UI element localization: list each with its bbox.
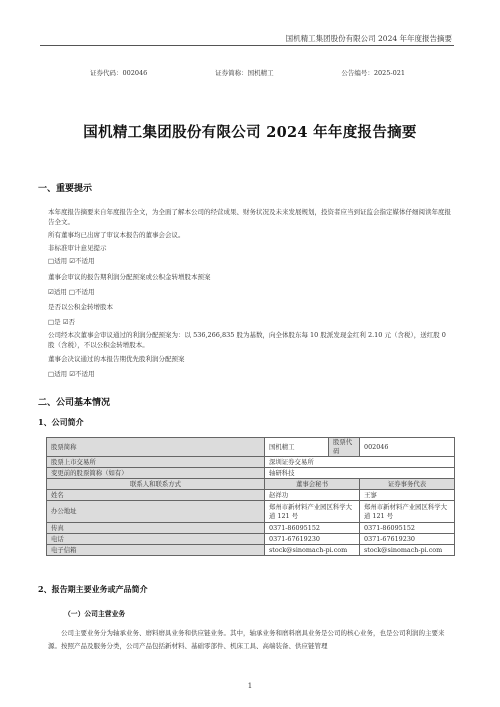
secretary-value: 0371-86095152 [265, 523, 360, 534]
notice-paragraph-1: 本年度报告摘要来自年度报告全文，为全面了解本公司的经营成果、财务状况及未来发展规划，投资者应当到证监会指定媒体仔细阅读年度报告全文。 [48, 208, 451, 226]
former-name-value: 轴研科技 [265, 468, 455, 479]
announcement-number: 公告编号：2025-021 [341, 69, 405, 77]
contact-header: 联系人和联系方式 [47, 479, 265, 490]
stock-code-label: 股票代码 [329, 438, 360, 457]
representative-value: 0371-67619230 [360, 534, 455, 545]
representative-value: 0371-86095152 [360, 523, 455, 534]
secretary-value: 0371-67619230 [265, 534, 360, 545]
secretary-value: stock@sinomach-pi.com [265, 545, 360, 556]
audit-opinion-option: □适用 ☑不适用 [48, 257, 95, 265]
profit-distribution-option: ☑适用 □不适用 [48, 288, 95, 296]
core-business-subheading: （一）公司主营业务 [64, 610, 126, 618]
row-label: 电话 [47, 534, 265, 545]
stock-code-value: 002046 [360, 438, 455, 457]
secretary-value: 赵祥功 [265, 490, 360, 501]
exchange-value: 深圳证券交易所 [265, 457, 455, 468]
meta-line [90, 68, 405, 77]
table-row [47, 545, 455, 556]
running-header: 国机精工集团股份有限公司 2024 年年度报告摘要 [285, 34, 452, 43]
header-rule [40, 45, 454, 46]
representative-value: 王寥 [360, 490, 455, 501]
row-label: 姓名 [47, 490, 265, 501]
section-company-info-heading: 二、公司基本情况 [38, 398, 111, 408]
representative-value: 郑州市新材料产业园区科学大道 121 号 [360, 501, 455, 523]
secretary-value: 郑州市新材料产业园区科学大道 121 号 [265, 501, 360, 523]
company-profile-table [46, 437, 455, 556]
notice-capital-reserve: 是否以公积金转增股本 [48, 303, 113, 311]
stock-name-label: 股票简称 [47, 438, 265, 457]
capital-reserve-option: □是 ☑否 [48, 318, 76, 326]
row-label: 办公地址 [47, 501, 265, 523]
company-profile-heading: 1、公司简介 [38, 417, 84, 427]
document-title: 国机精工集团股份有限公司 2024 年年度报告摘要 [83, 124, 417, 141]
table-row [47, 523, 455, 534]
stock-name-value: 国机精工 [265, 438, 329, 457]
stock-name: 证券简称：国机精工 [215, 69, 274, 77]
main-business-heading: 2、报告期主要业务或产品简介 [38, 584, 148, 594]
former-name-label: 变更前的股票简称（如有） [47, 468, 265, 479]
notice-profit-plan: 公司经本次董事会审议通过的利润分配预案为：以 536,266,835 股为基数，向全体股东每 10 股派发现金红利 2.10 元（含税），送红股 0 股（含税），不以公积金转增股本。 [48, 331, 446, 349]
row-label: 电子信箱 [47, 545, 265, 556]
section-important-notice-heading: 一、重要提示 [38, 184, 93, 194]
preferred-stock-option: □适用 ☑不适用 [48, 370, 95, 378]
representative-value: stock@sinomach-pi.com [360, 545, 455, 556]
page-number: 1 [247, 682, 253, 690]
table-row [47, 490, 455, 501]
notice-profit-distribution: 董事会审议的报告期利润分配预案或公积金转增股本预案 [48, 273, 211, 281]
exchange-label: 股票上市交易所 [47, 457, 265, 468]
notice-paragraph-2: 所有董事均已出席了审议本报告的董事会会议。 [48, 231, 185, 239]
table-row [47, 501, 455, 523]
representative-header: 证券事务代表 [360, 479, 455, 490]
table-row [47, 534, 455, 545]
secretary-header: 董事会秘书 [265, 479, 360, 490]
notice-audit-opinion: 非标准审计意见提示 [48, 244, 107, 252]
notice-preferred-stock: 董事会决议通过的本报告期优先股利润分配预案 [48, 355, 185, 363]
core-business-paragraph: 公司主要业务分为轴承业务、磨料磨具业务和供应链业务。其中，轴承业务和磨料磨具业务是公司的核心业务，也是公司利润的主要来源。按照产品及服务分类，公司产品包括新材料、基础零部件、机床工具、高端装备、供应链管理 [48, 629, 445, 650]
row-label: 传真 [47, 523, 265, 534]
stock-code: 证券代码：002046 [90, 69, 148, 77]
